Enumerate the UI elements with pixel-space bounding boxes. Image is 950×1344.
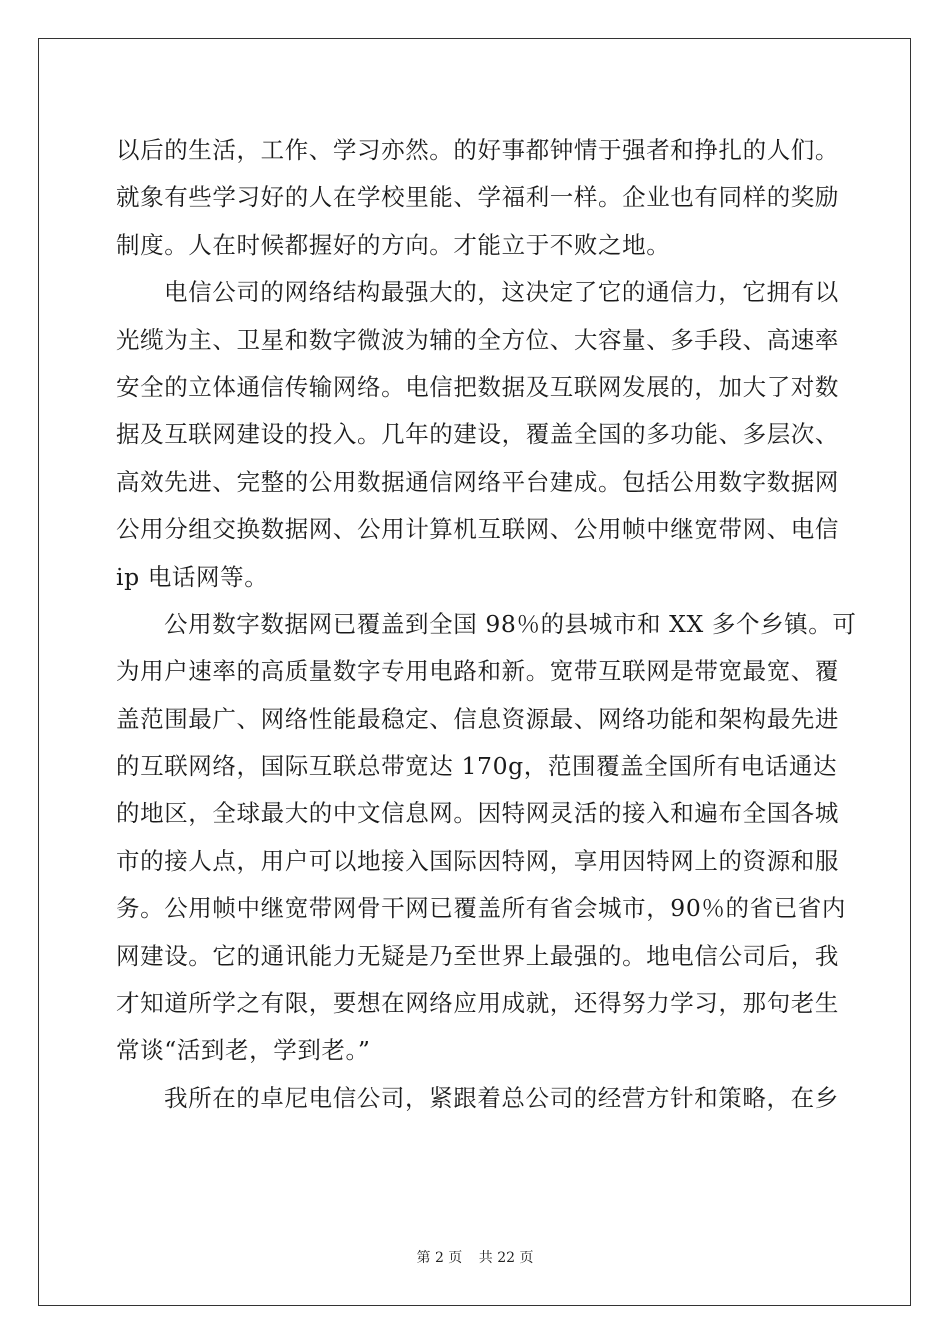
text-line: 盖范围最广、网络性能最稳定、信息资源最、网络功能和架构最先进 <box>116 704 839 733</box>
text-line: 高效先进、完整的公用数据通信网络平台建成。包括公用数字数据网 <box>116 467 839 496</box>
text-line: 制度。人在时候都握好的方向。才能立于不败之地。 <box>116 230 671 259</box>
page-number: 第 2 页 <box>416 1250 463 1266</box>
text-line: 网建设。它的通讯能力无疑是乃至世界上最强的。地电信公司后，我 <box>116 941 839 970</box>
text-line: 就象有些学习好的人在学校里能、学福利一样。企业也有同样的奖励 <box>116 183 839 212</box>
text-line: 以后的生活，工作、学习亦然。的好事都钟情于强者和挣扎的人们。 <box>116 136 839 164</box>
text-line: 公用分组交换数据网、公用计算机互联网、公用帧中继宽带网、电信 <box>116 515 839 544</box>
text-line: 为用户速率的高质量数字专用电路和新。宽带互联网是带宽最宽、覆 <box>116 657 839 686</box>
text-line: 公用数字数据网已覆盖到全国 98％的县城市和 XX 多个乡镇。可 <box>164 609 857 638</box>
document-body <box>116 127 857 1122</box>
text-line: 据及互联网建设的投入。几年的建设，覆盖全国的多功能、多层次、 <box>116 420 839 449</box>
page-footer <box>0 1247 950 1267</box>
text-line: 务。公用帧中继宽带网骨干网已覆盖所有省会城市，90％的省已省内 <box>116 894 847 923</box>
text-line: 才知道所学之有限，要想在网络应用成就，还得努力学习，那句老生 <box>116 989 839 1018</box>
text-line: 我所在的卓尼电信公司，紧跟着总公司的经营方针和策略，在乡 <box>164 1083 839 1112</box>
text-line: 光缆为主、卫星和数字微波为辅的全方位、大容量、多手段、高速率 <box>116 325 839 354</box>
text-line: 的地区，全球最大的中文信息网。因特网灵活的接入和遍布全国各城 <box>116 799 839 828</box>
page-total: 共 22 页 <box>478 1250 534 1266</box>
text-line: ip 电话网等。 <box>116 562 269 591</box>
text-line: 电信公司的网络结构最强大的，这决定了它的通信力，它拥有以 <box>164 278 839 307</box>
text-line: 的互联网络，国际互联总带宽达 170g，范围覆盖全国所有电话通达 <box>116 752 838 781</box>
text-line: 市的接人点，用户可以地接入国际因特网，享用因特网上的资源和服 <box>116 846 839 875</box>
text-line: 安全的立体通信传输网络。电信把数据及互联网发展的，加大了对数 <box>116 372 839 401</box>
text-line: 常谈“活到老，学到老。” <box>116 1036 371 1065</box>
